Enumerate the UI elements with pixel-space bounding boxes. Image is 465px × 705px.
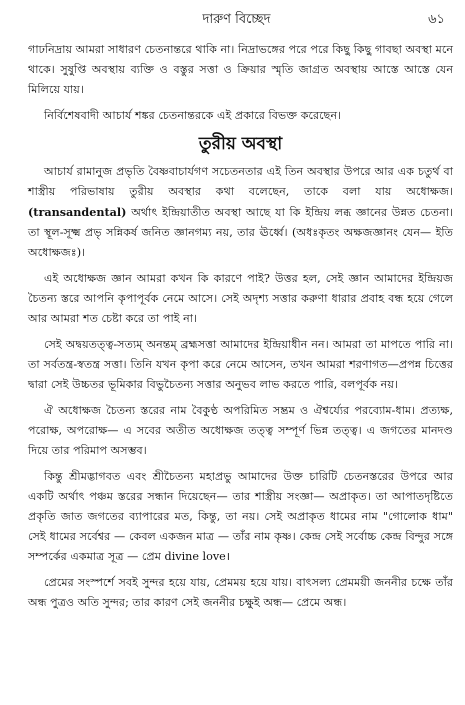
page-header: [28, 10, 445, 30]
section-paragraph-1-text-a: আচার্য রামানুজ প্রভৃতি বৈষ্ণবাচার্যগণ সচেতনতার এই তিন অবস্থার উপরে আর এক চতুর্থ বা শাস্ত্রীয় পরিভাষায় তুরীয় অবস্থার কথা বলেছেন, তাকে বলা যায় অধোক্ষজ।: [28, 165, 453, 198]
section-paragraph-6-text: প্রেমের সংস্পর্শে সবই সুন্দর হয়ে যায়, প্রেমময় হয়ে যায়। বাৎসল্য প্রেমময়ী জননীর চক্ষে তাঁর অন্ধ পুত্রও অতি সুন্দর; তার কারণ সেই জননীর চক্ষুই অন্ধ— প্রেমে অন্ধ।: [28, 576, 453, 609]
section-paragraph-5: [28, 467, 453, 567]
section-paragraph-4-text: ঐ অধোক্ষজ চৈতন্য স্তরের নাম বৈকুণ্ঠ অপরিমিত সম্ভ্রম ও ঐশ্বর্য্যের পরব্যোম-ধাম। প্রত্যক্ষ, পরোক্ষ, অপরোক্ষ— এ সবের অতীত অধোক্ষজ তত্ত্ব সম্পূর্ণ ভিন্ন তত্ত্ব। এ জগতের মানদণ্ড দিয়ে তার পরিমাপ অসম্ভব।: [28, 404, 453, 457]
paragraph-1: গাঢনিদ্রায় আমরা সাধারণ চেতনান্তরে থাকি না। নিদ্রাভঙ্গের পরে পরে কিছু কিছু গাবছা অবস্থা মনে থাকে। সুষুপ্তি অবস্থায় ব্যক্তি ও বস্তুর সত্তা ও ক্রিয়ার স্মৃতি জাগ্রত অবস্থায় আস্তে আস্তে যেন মিলিয়ে যায়।: [28, 43, 453, 96]
running-title: দারুণ বিচ্ছেদ: [202, 12, 271, 27]
section-heading: তুরীয় অবস্থা: [198, 134, 283, 154]
section-paragraph-3: [28, 335, 453, 395]
section-paragraph-5-text-b: divine love।: [164, 550, 231, 563]
section-paragraph-1-text-b: অর্থাৎ ইন্দ্রিয়াতীত অবস্থা আছে যা কি ইন্দ্রিয় লব্ধ জ্ঞানের উন্নত চেতনা। তা স্থূল-সূক্ষ্ম প্রভৃ সন্নিকর্ষ জনিত জ্ঞানগম্য নয়, তার ঊর্ধ্বে। (অধঃকৃতং অক্ষজজ্ঞানং যেন— ইতি অধোক্ষজঃ)।: [28, 206, 453, 259]
section-paragraph-5-text-a: কিন্তু শ্রীমদ্ভাগবত এবং শ্রীচৈতন্য মহাপ্রভু আমাদের উক্ত চারিটি চেতনস্তরের উপরে আর একটি অর্থাৎ পঞ্চম স্তরের সন্ধান দিয়েছেন— তার শাস্ত্রীয় সংজ্ঞা— অপ্রাকৃত। তা আপাতদৃষ্টিতে প্রকৃতি জাত জগতের ব্যাপারের মত, কিন্তু, তা নয়। সেই অপ্রাকৃত ধামের নাম "গোলোক ধাম" সেই ধামের সর্বেশ্বর — কেবল একজন মাত্র — তাঁর নাম কৃষ্ণ। কেন্দ্র সেই সর্বোচ্চ কেন্দ্র বিন্দুর সঙ্গে সম্পর্কের একমাত্র সূত্র — প্রেম: [28, 470, 453, 563]
section-paragraph-6: [28, 573, 453, 613]
section-paragraph-3-text: সেই অদ্বয়তত্ত্ব-সত্যম্ অনন্তম্ ব্রহ্মসত্তা আমাদের ইন্দ্রিয়াধীন নন। আমরা তা মাপতে পারি না। তা সর্বতন্ত্র-স্বতন্ত্র সত্তা। তিনি যখন কৃপা করে নেমে আসেন, তখন আমরা শরণাগত—প্রপন্ন চিত্তের দ্বারা সেই উচ্চতর ভূমিকার বিভুচৈতন্য সত্তার অনুভব লাভ করতে পারি, বলপূর্বক নয়।: [28, 338, 453, 391]
section-paragraph-1: [28, 162, 453, 263]
section-paragraph-4: [28, 401, 453, 461]
paragraph-2: নির্বিশেষবাদী আচার্য শঙ্কর চেতনান্তরকে এই প্রকারে বিভক্ত করেছেন।: [44, 109, 342, 122]
page-number: ৬১: [428, 12, 445, 27]
section-paragraph-2-text: এই অধোক্ষজ জ্ঞান আমরা কখন কি কারণে পাই? উত্তর হল, সেই জ্ঞান আমাদের ইন্দ্রিয়জ চৈতন্য স্তরে আপনি কৃপাপূর্বক নেমে আসে। সেই অদৃশ্য সত্তার করুণা ধারার প্রবাহ বন্ধ হয়ে গেলে আর আমরা শত চেষ্টা করে তা পাই না।: [28, 272, 453, 325]
section-paragraph-2: [28, 269, 453, 329]
body-text: [28, 40, 453, 619]
transandental-term: (transandental): [28, 205, 127, 219]
